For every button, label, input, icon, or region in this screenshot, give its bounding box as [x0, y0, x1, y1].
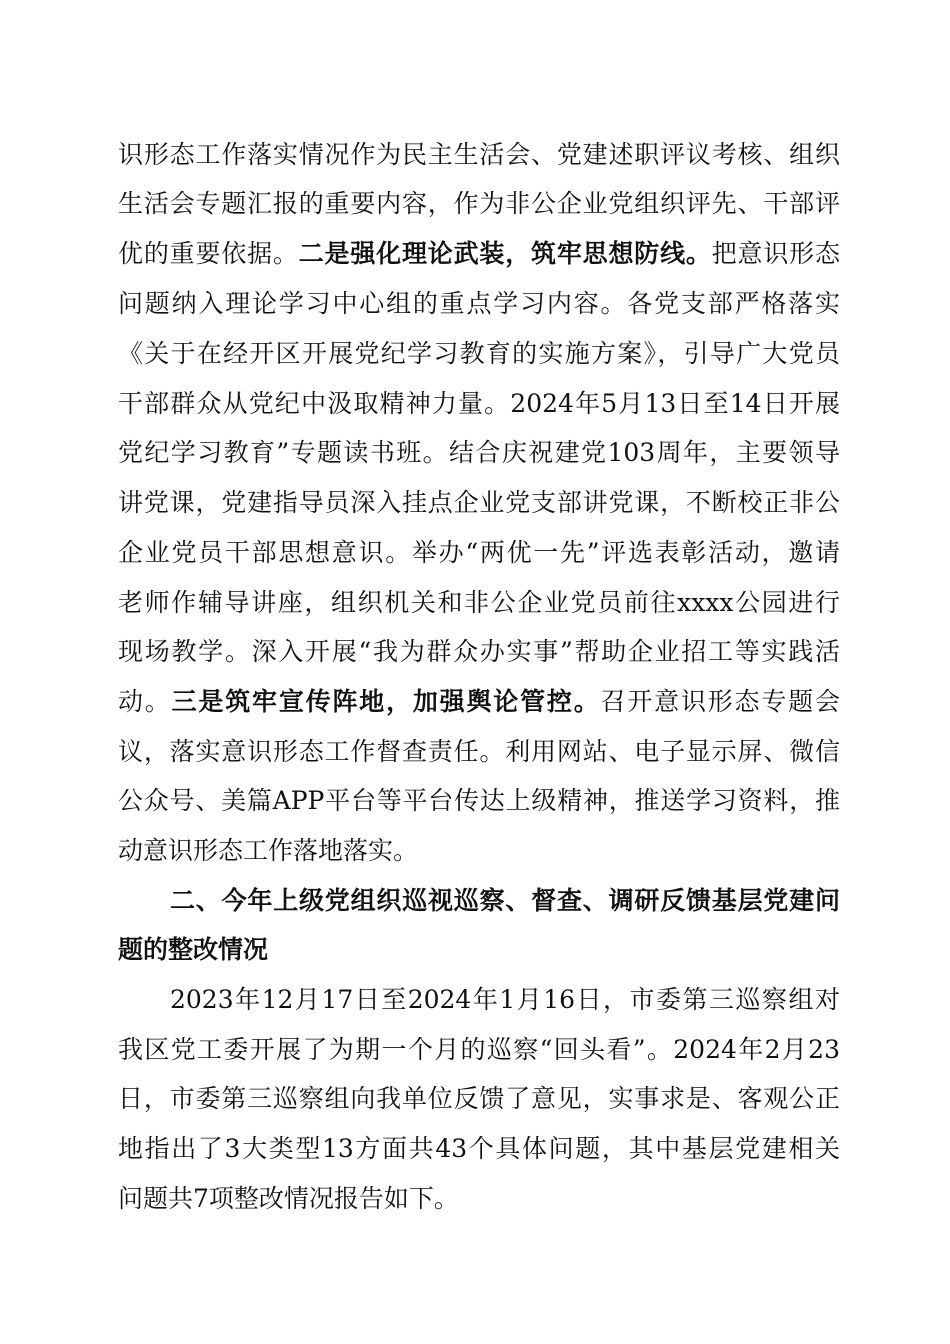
body-line: 现场教学。深入开展“我为群众办实事”帮助企业招工等实践活: [118, 637, 840, 666]
line-text: 把意识形态: [711, 239, 840, 268]
section-heading: 题的整改情况: [118, 935, 269, 964]
body-line: 识形态工作落实情况作为民主生活会、党建述职评议考核、组织: [118, 140, 840, 169]
body-line: 《关于在经开区开展党纪学习教育的实施方案》，引导广大党员: [118, 339, 840, 368]
body-line: 企业党员干部思想意识。举办“两优一先”评选表彰活动，邀请: [118, 538, 840, 567]
body-line: 议，落实意识形态工作督查责任。利用网站、电子显示屏、微信: [118, 737, 840, 766]
body-line: [118, 685, 840, 719]
section-heading: 二、今年上级党组织巡视巡察、督查、调研反馈基层党建问: [170, 886, 840, 915]
body-line: 地指出了3大类型13方面共43个具体问题，其中基层党建相关: [118, 1134, 840, 1163]
body-line: 问题共7项整改情况报告如下。: [118, 1184, 459, 1213]
body-line: 日，市委第三巡察组向我单位反馈了意见，实事求是、客观公正: [118, 1084, 840, 1113]
body-line: 党纪学习教育”专题读书班。结合庆祝建党103周年，主要领导: [118, 438, 840, 467]
body-line: 2023年12月17日至2024年1月16日，市委第三巡察组对: [170, 985, 840, 1014]
line-text: 优的重要依据。: [118, 239, 299, 268]
body-line: 生活会专题汇报的重要内容，作为非公企业党组织评先、干部评: [118, 189, 840, 218]
bold-subheading: 二是强化理论武装，筑牢思想防线。: [298, 239, 712, 268]
body-line: 干部群众从党纪中汲取精神力量。2024年5月13日至14日开展: [118, 389, 840, 418]
body-line: 动意识形态工作落地落实。: [118, 836, 419, 865]
body-line: 老师作辅导讲座，组织机关和非公企业党员前往xxxx公园进行: [118, 588, 840, 617]
body-line: 问题纳入理论学习中心组的重点学习内容。各党支部严格落实: [118, 289, 840, 318]
line-text: 动。: [118, 687, 172, 716]
body-line: 我区党工委开展了为期一个月的巡察“回头看”。2024年2月23: [118, 1035, 840, 1064]
body-line: 讲党课，党建指导员深入挂点企业党支部讲党课，不断校正非公: [118, 488, 840, 517]
line-text: 召开意识形态专题会: [600, 687, 840, 716]
body-line: [118, 237, 840, 271]
body-line: 公众号、美篇APP平台等平台传达上级精神，推送学习资料，推: [118, 786, 840, 815]
bold-subheading: 三是筑牢宣传阵地，加强舆论管控。: [171, 687, 601, 716]
